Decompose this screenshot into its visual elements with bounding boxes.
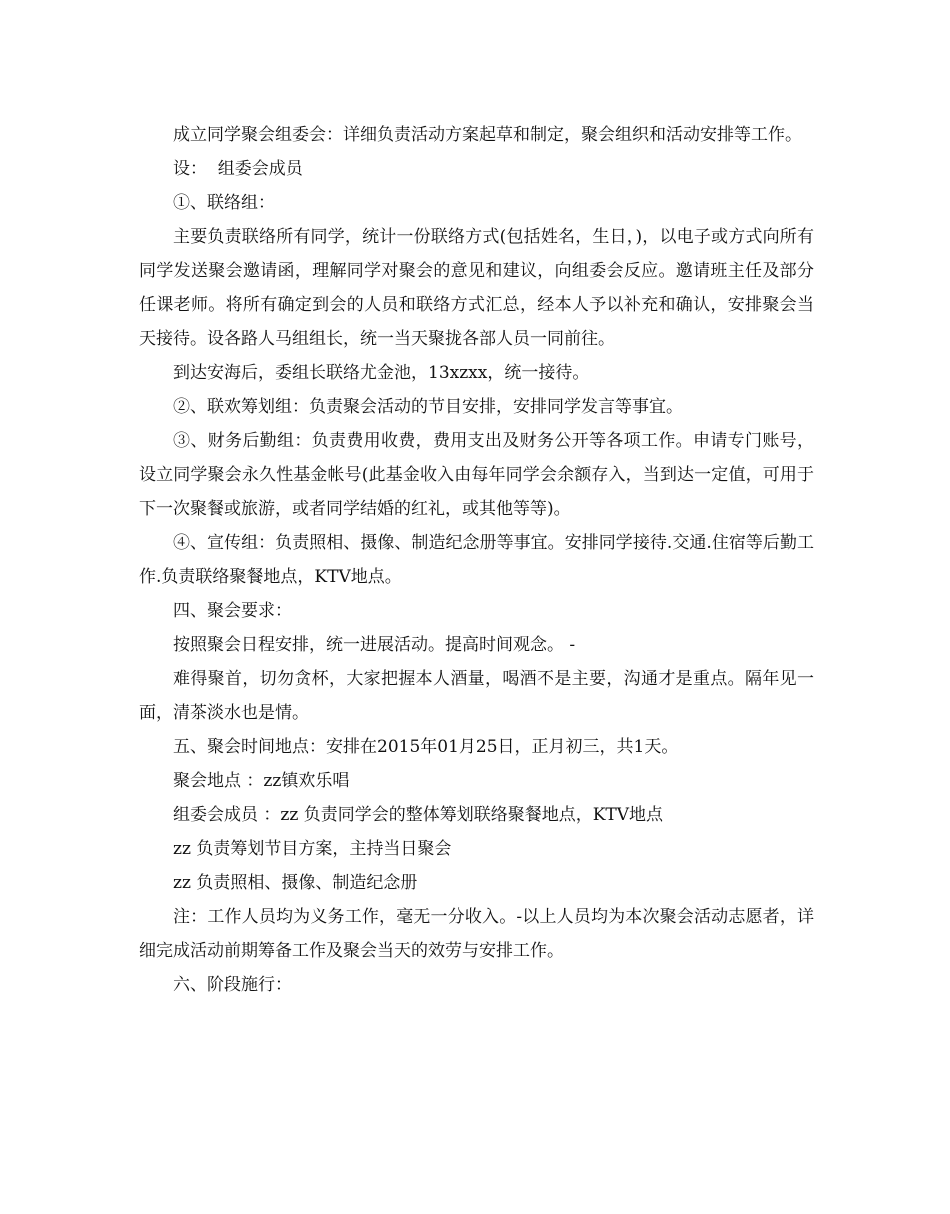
paragraph-liaison-group-duties: 主要负责联络所有同学，统计一份联络方式(包括姓名，生日，)，以电子或方式向所有同学发送聚会邀请函，理解同学对聚会的意见和建议，向组委会反应。邀请班主任及部分任课老师。将所有确定到会的人员和联络方式汇总，经本人予以补充和确认，安排聚会当天接待。设各路人马组组长，统一当天聚拢各部人员一同前往。 xyxy=(139,227,814,349)
paragraph-committee-member-3: zz 负责照相、摄像、制造纪念册 xyxy=(173,873,418,893)
paragraph-time-place-heading: 五、聚会时间地点：安排在2015年01月25日，正月初三，共1天。 xyxy=(173,737,679,757)
paragraph-committee-member-2: zz 负责筹划节目方案，主持当日聚会 xyxy=(173,839,452,859)
paragraph-requirements-heading: 四、聚会要求： xyxy=(173,601,292,621)
paragraph-arrival-contact: 到达安海后，委组长联络尤金池，13xzxx，统一接待。 xyxy=(173,363,590,383)
paragraph-publicity-group: ④、宣传组：负责照相、摄像、制造纪念册等事宜。安排同学接待.交通.住宿等后勤工作.负责联络聚餐地点，KTV地点。 xyxy=(139,533,814,587)
paragraph-entertainment-group: ②、联欢筹划组：负责聚会活动的节目安排，安排同学发言等事宜。 xyxy=(173,397,683,417)
paragraph-stage-heading: 六、阶段施行： xyxy=(173,975,292,995)
paragraph-liaison-group-heading: ①、联络组： xyxy=(173,193,275,213)
document-body xyxy=(139,118,814,1002)
paragraph-committee-members-heading: 设： 组委会成员 xyxy=(173,159,303,179)
paragraph-committee-member-1: 组委会成员 ：zz 负责同学会的整体筹划联络聚餐地点，KTV地点 xyxy=(173,805,664,825)
paragraph-committee-setup: 成立同学聚会组委会：详细负责活动方案起草和制定，聚会组织和活动安排等工作。 xyxy=(173,125,802,145)
paragraph-requirement-schedule: 按照聚会日程安排，统一进展活动。提高时间观念。 - xyxy=(173,635,576,655)
paragraph-volunteer-note: 注：工作人员均为义务工作，毫无一分收入。-以上人员均为本次聚会活动志愿者，详细完成活动前期筹备工作及聚会当天的效劳与安排工作。 xyxy=(139,907,814,961)
paragraph-requirement-drinking: 难得聚首，切勿贪杯，大家把握本人酒量，喝酒不是主要，沟通才是重点。隔年见一面，清茶淡水也是情。 xyxy=(139,669,814,723)
paragraph-venue: 聚会地点 ：zz镇欢乐唱 xyxy=(173,771,350,791)
paragraph-finance-group: ③、财务后勤组：负责费用收费，费用支出及财务公开等各项工作。申请专门账号，设立同学聚会永久性基金帐号(此基金收入由每年同学会余额存入，当到达一定值，可用于下一次聚餐或旅游，或者同学结婚的红礼，或其他等等)。 xyxy=(139,431,814,519)
